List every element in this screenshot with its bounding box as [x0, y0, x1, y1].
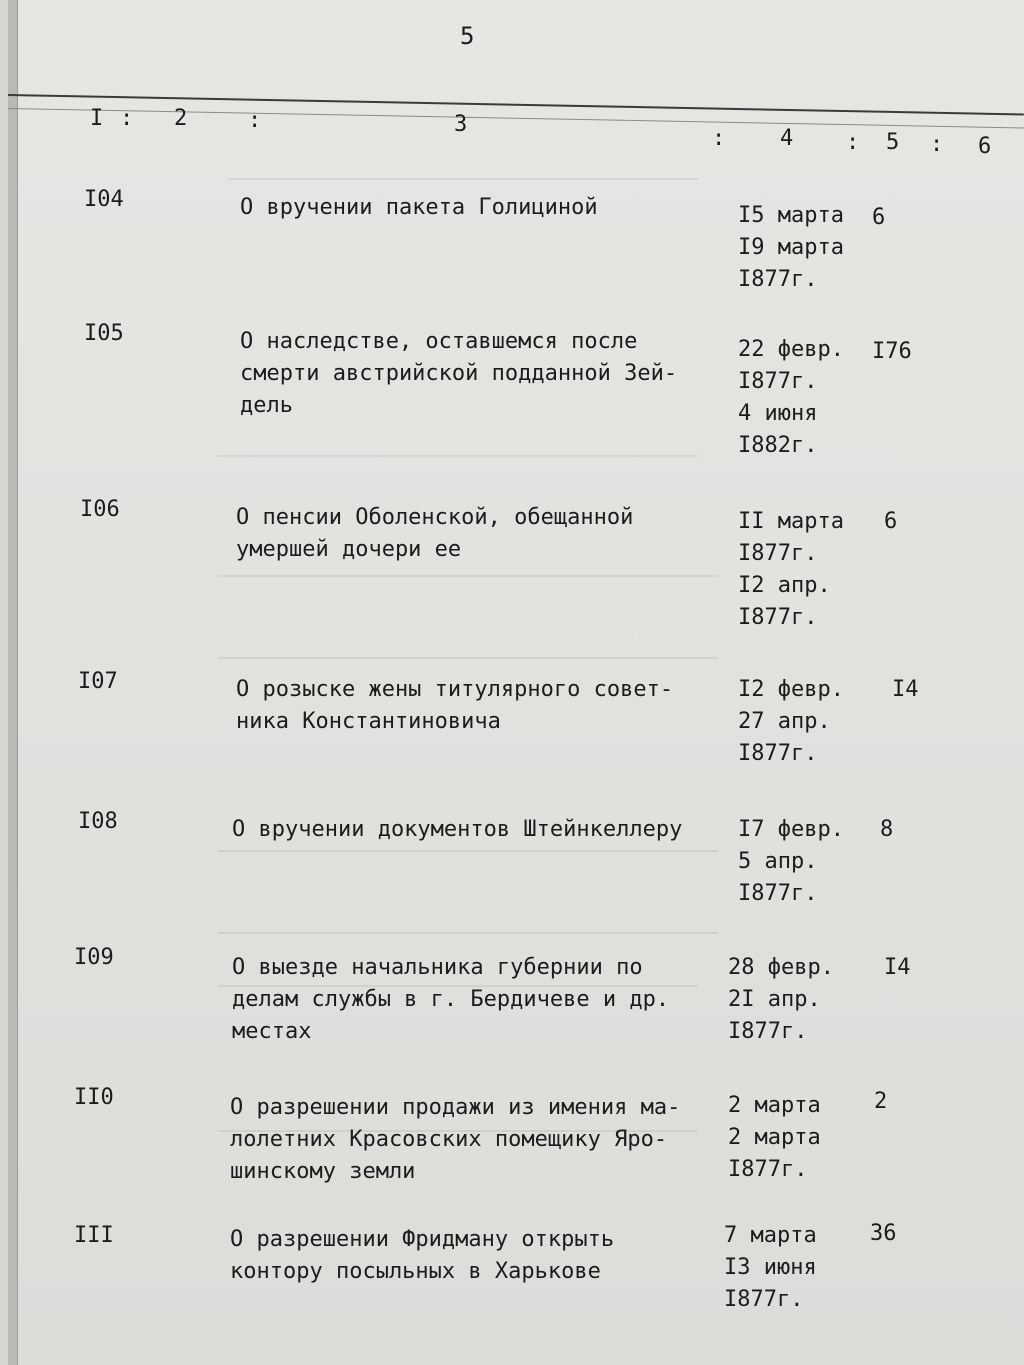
- column-header-6: 6: [978, 134, 992, 159]
- page-number: 5: [460, 22, 475, 50]
- case-date: 2 марта: [728, 1093, 821, 1118]
- case-date: I877г.: [738, 541, 818, 566]
- column-separator: :: [712, 126, 726, 151]
- case-title-line: делам службы в г. Бердичеве и др.: [232, 987, 670, 1012]
- sheet-count: 6: [872, 205, 886, 230]
- case-title-line: О вручении пакета Голициной: [240, 195, 598, 220]
- sheet-count: I76: [872, 339, 912, 364]
- case-date: 7 марта: [724, 1223, 817, 1248]
- case-date: I5 марта: [738, 203, 844, 228]
- header-top-rule: [8, 94, 1024, 116]
- case-title-line: О пенсии Оболенской, обещанной: [236, 505, 634, 530]
- case-date: II марта: [738, 509, 844, 534]
- column-separator: :: [846, 130, 860, 155]
- case-date: 22 февр.: [738, 337, 844, 362]
- case-date: I877г.: [738, 369, 818, 394]
- case-date: I877г.: [724, 1287, 804, 1312]
- show-through-mark: [218, 455, 698, 477]
- case-title-line: смерти австрийской подданной Зей-: [240, 361, 678, 386]
- case-number: I09: [74, 945, 114, 970]
- case-title-line: контору посыльных в Харькове: [230, 1259, 601, 1284]
- column-header-2: 2: [174, 106, 188, 131]
- sheet-count: I4: [884, 955, 911, 980]
- case-number: I07: [78, 669, 118, 694]
- case-date: 5 апр.: [738, 849, 818, 874]
- case-date: I877г.: [728, 1157, 808, 1182]
- case-title-line: ника Константиновича: [236, 709, 501, 734]
- case-title-line: О выезде начальника губернии по: [232, 955, 643, 980]
- case-title-line: О наследстве, оставшемся после: [240, 329, 638, 354]
- case-title-line: О вручении документов Штейнкеллеру: [232, 817, 683, 842]
- case-date: I877г.: [738, 267, 818, 292]
- case-title-line: О розыске жены титулярного совет-: [236, 677, 674, 702]
- case-date: I882г.: [738, 433, 818, 458]
- column-separator: :: [248, 108, 262, 133]
- sheet-count: I4: [892, 677, 919, 702]
- case-date: I877г.: [738, 881, 818, 906]
- case-number: I08: [78, 809, 118, 834]
- case-title-line: дель: [240, 393, 293, 418]
- column-header-5: 5: [886, 130, 900, 155]
- column-header-1: I: [90, 106, 104, 131]
- document-page: [8, 0, 1024, 1365]
- case-title-line: О разрешении продажи из имения ма-: [230, 1095, 681, 1120]
- case-date: 28 февр.: [728, 955, 834, 980]
- case-date: I2 апр.: [738, 573, 831, 598]
- case-date: I7 февр.: [738, 817, 844, 842]
- binding-edge: [8, 0, 18, 1365]
- case-date: I877г.: [728, 1019, 808, 1044]
- sheet-count: 36: [870, 1221, 897, 1246]
- case-date: I2 февр.: [738, 677, 844, 702]
- column-separator: :: [120, 106, 134, 131]
- case-date: 4 июня: [738, 401, 818, 426]
- case-date: I3 июня: [724, 1255, 817, 1280]
- case-title-line: О разрешении Фридману открыть: [230, 1227, 615, 1252]
- case-number: I06: [80, 497, 120, 522]
- sheet-count: 6: [884, 509, 898, 534]
- case-title-line: шинскому земли: [230, 1159, 416, 1184]
- case-number: I04: [84, 187, 124, 212]
- case-title-line: умершей дочери ее: [236, 537, 462, 562]
- case-title-line: местах: [232, 1019, 312, 1044]
- sheet-count: 2: [874, 1089, 888, 1114]
- case-number: II0: [74, 1085, 114, 1110]
- show-through-mark: [218, 850, 718, 934]
- case-date: 27 апр.: [738, 709, 831, 734]
- show-through-mark: [218, 575, 718, 659]
- case-title-line: лолетних Красовских помещику Яро-: [230, 1127, 668, 1152]
- case-date: 2 марта: [728, 1125, 821, 1150]
- sheet-count: 8: [880, 817, 894, 842]
- column-separator: :: [930, 132, 944, 157]
- case-date: 2I апр.: [728, 987, 821, 1012]
- case-number: I05: [84, 321, 124, 346]
- case-date: I877г.: [738, 741, 818, 766]
- column-header-4: 4: [780, 126, 794, 151]
- case-date: I9 марта: [738, 235, 844, 260]
- case-number: III: [74, 1223, 114, 1248]
- case-date: I877г.: [738, 605, 818, 630]
- column-header-3: 3: [454, 112, 468, 137]
